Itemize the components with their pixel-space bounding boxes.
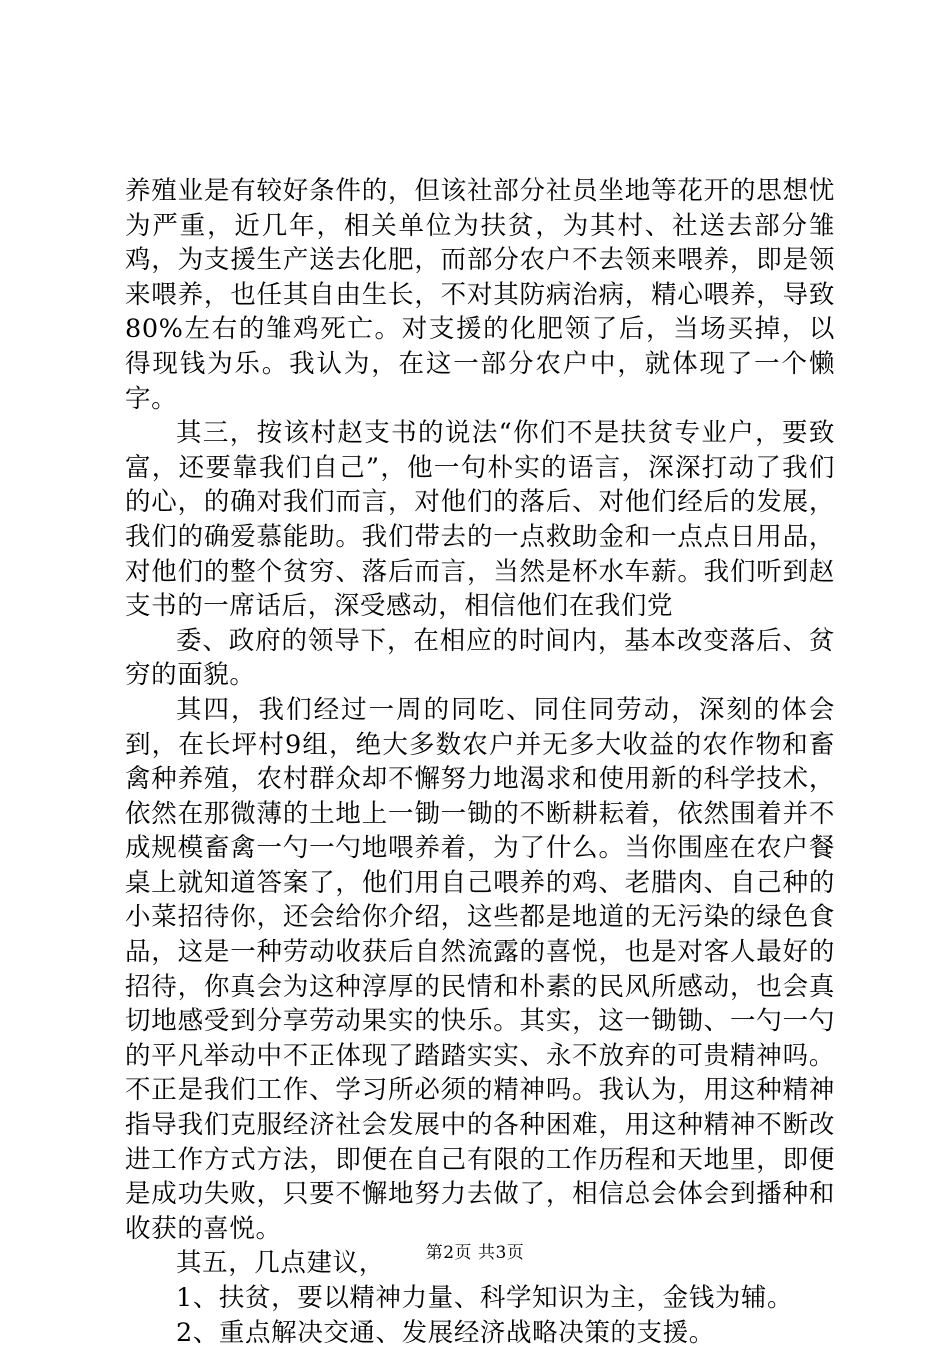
paragraph-point-five: 其五，几点建议， (176, 1248, 385, 1279)
paragraph-point-three-continued: 委、政府的领导下，在相应的时间内，基本改变落后、贫穷的面貌。 (125, 625, 835, 691)
paragraph-continued: 养殖业是有较好条件的，但该社部分社员坐地等花开的思想忧为严重，近几年，相关单位为扶贫，为其村、社送去部分雏鸡，为支援生产送去化肥，而部分农户不去领来喂养，即是领来喂养，也任其自由生长，不对其防病治病，精心喂养，导致80%左右的雏鸡死亡。对支援的化肥领了后，当场买掉，以得现钱为乐。我认为，在这一部分农户中，就体现了一个懒字。 (125, 176, 835, 414)
document-body (125, 174, 835, 1350)
page-footer (0, 1242, 950, 1264)
page-number-label: 第2页 共3页 (425, 1243, 525, 1263)
suggestion-item-1: 1、扶贫，要以精神力量、科学知识为主，金钱为辅。 (176, 1283, 794, 1313)
paragraph-point-three: 其三，按该村赵支书的说法“你们不是扶贫专业户，要致富，还要靠我们自己”，他一句朴实的语言，深深打动了我们的心，的确对我们而言，对他们的落后、对他们经后的发展，我们的确爱慕能助。我们带去的一点救助金和一点点日用品，对他们的整个贫穷、落后而言，当然是杯水车薪。我们听到赵支书的一席话后，深受感动，相信他们在我们党 (125, 418, 835, 622)
paragraph-point-four: 其四，我们经过一周的同吃、同住同劳动，深刻的体会到，在长坪村9组，绝大多数农户并无多大收益的农作物和畜禽种养殖，农村群众却不懈努力地渴求和使用新的科学技术，依然在那微薄的土地上一锄一锄的不断耕耘着，依然围着并不成规模畜禽一勺一勺地喂养着，为了什么。当你围座在农户餐桌上就知道答案了，他们用自己喂养的鸡、老腊肉、自己种的小菜招待你，还会给你介绍，这些都是地道的无污染的绿色食品，这是一种劳动收获后自然流露的喜悦，也是对客人最好的招待，你真会为这种淳厚的民情和朴素的民风所感动，也会真切地感受到分享劳动果实的快乐。其实，这一锄锄、一勺一勺的平凡举动中不正体现了踏踏实实、永不放弃的可贵精神吗。不正是我们工作、学习所必须的精神吗。我认为，用这种精神指导我们克服经济社会发展中的各种困难，用这种精神不断改进工作方式方法，即便在自己有限的工作历程和天地里，即便是成功失败，只要不懈地努力去做了，相信总会体会到播种和收获的喜悦。 (125, 694, 835, 1244)
suggestion-item-2: 2、重点解决交通、发展经济战略决策的支援。 (176, 1317, 715, 1348)
